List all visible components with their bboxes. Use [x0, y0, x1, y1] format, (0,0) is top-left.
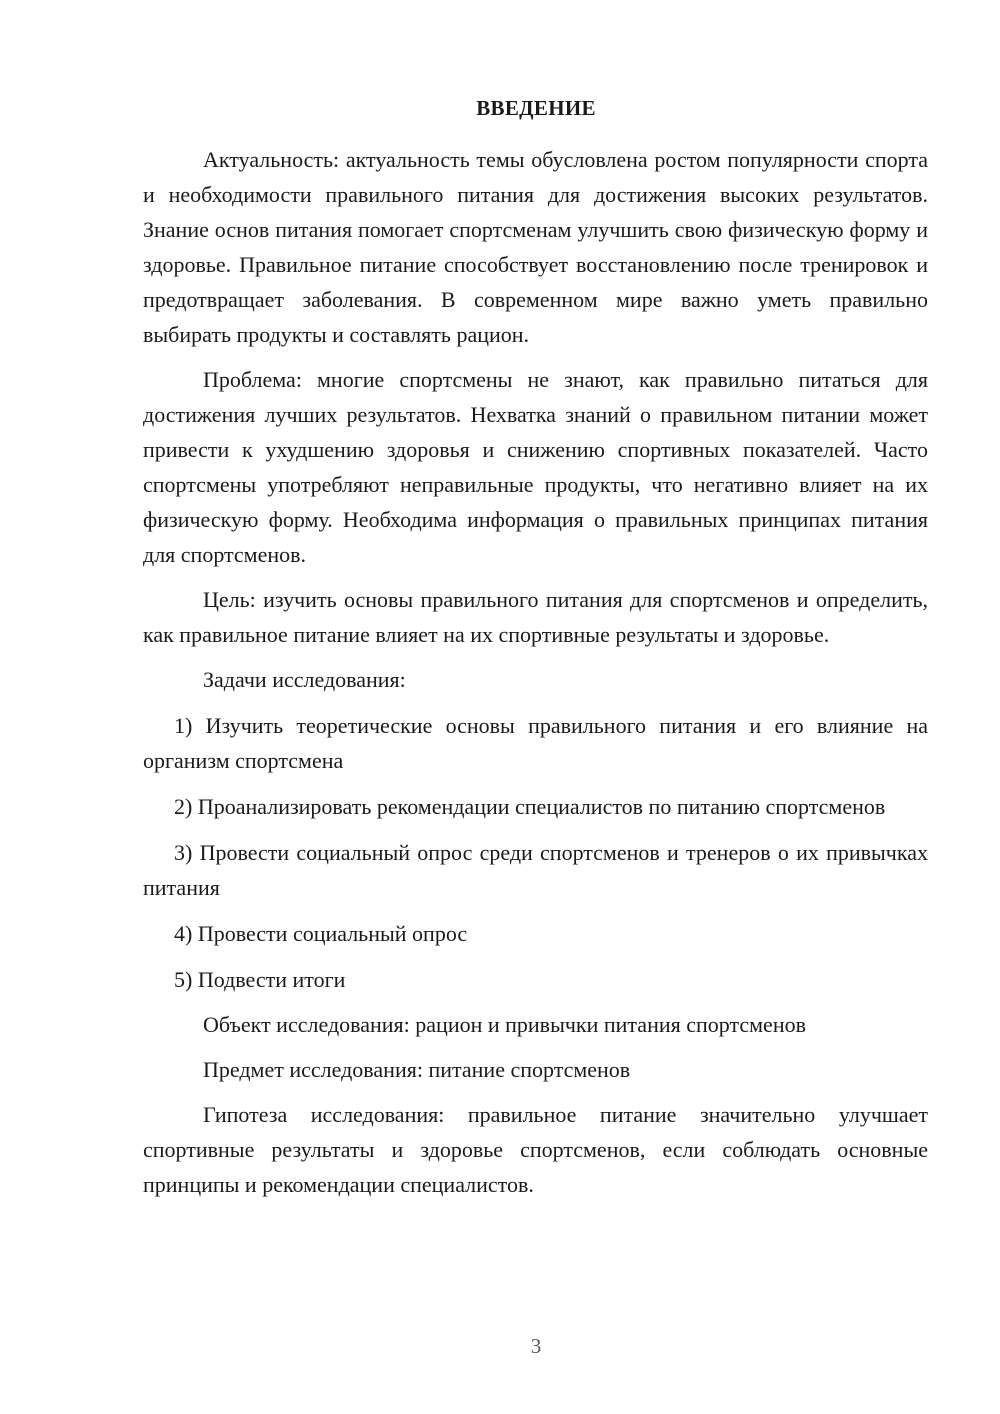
task-item-4: 4) Провести социальный опрос	[174, 921, 468, 946]
task-item-3: 3) Провести социальный опрос среди спортсменов и тренеров о их привычках питания	[143, 840, 928, 900]
page-title: ВВЕДЕНИЕ	[476, 96, 596, 120]
paragraph-object: Объект исследования: рацион и привычки питания спортсменов	[203, 1012, 806, 1037]
page-number: 3	[530, 1334, 542, 1358]
paragraph-subject: Предмет исследования: питание спортсменов	[203, 1057, 631, 1082]
task-item-5: 5) Подвести итоги	[174, 967, 346, 992]
paragraph-goal: Цель: изучить основы правильного питания для спортсменов и определить, как правильное питание влияет на их спортивные результаты и здоровье.	[143, 587, 928, 647]
task-item-2: 2) Проанализировать рекомендации специалистов по питанию спортсменов	[174, 794, 886, 819]
paragraph-tasks-heading: Задачи исследования:	[203, 667, 406, 692]
document-body	[143, 142, 928, 1202]
paragraph-relevance: Актуальность: актуальность темы обусловлена ростом популярности спорта и необходимости правильного питания для достижения высоких результатов. Знание основ питания помогает спортсменам улучшить свою физическую форму и здоровье. Правильное питание способствует восстановлению после тренировок и предотвращает заболевания. В современном мире важно уметь правильно выбирать продукты и составлять рацион.	[143, 147, 928, 347]
paragraph-problem: Проблема: многие спортсмены не знают, как правильно питаться для достижения лучших результатов. Нехватка знаний о правильном питании может привести к ухудшению здоровья и снижению спортивных показателей. Часто спортсмены употребляют неправильные продукты, что негативно влияет на их физическую форму. Необходима информация о правильных принципах питания для спортсменов.	[143, 367, 928, 567]
task-item-1: 1) Изучить теоретические основы правильного питания и его влияние на организм спортсмена	[143, 713, 928, 773]
paragraph-hypothesis: Гипотеза исследования: правильное питание значительно улучшает спортивные результаты и здоровье спортсменов, если соблюдать основные принципы и рекомендации специалистов.	[143, 1102, 928, 1197]
